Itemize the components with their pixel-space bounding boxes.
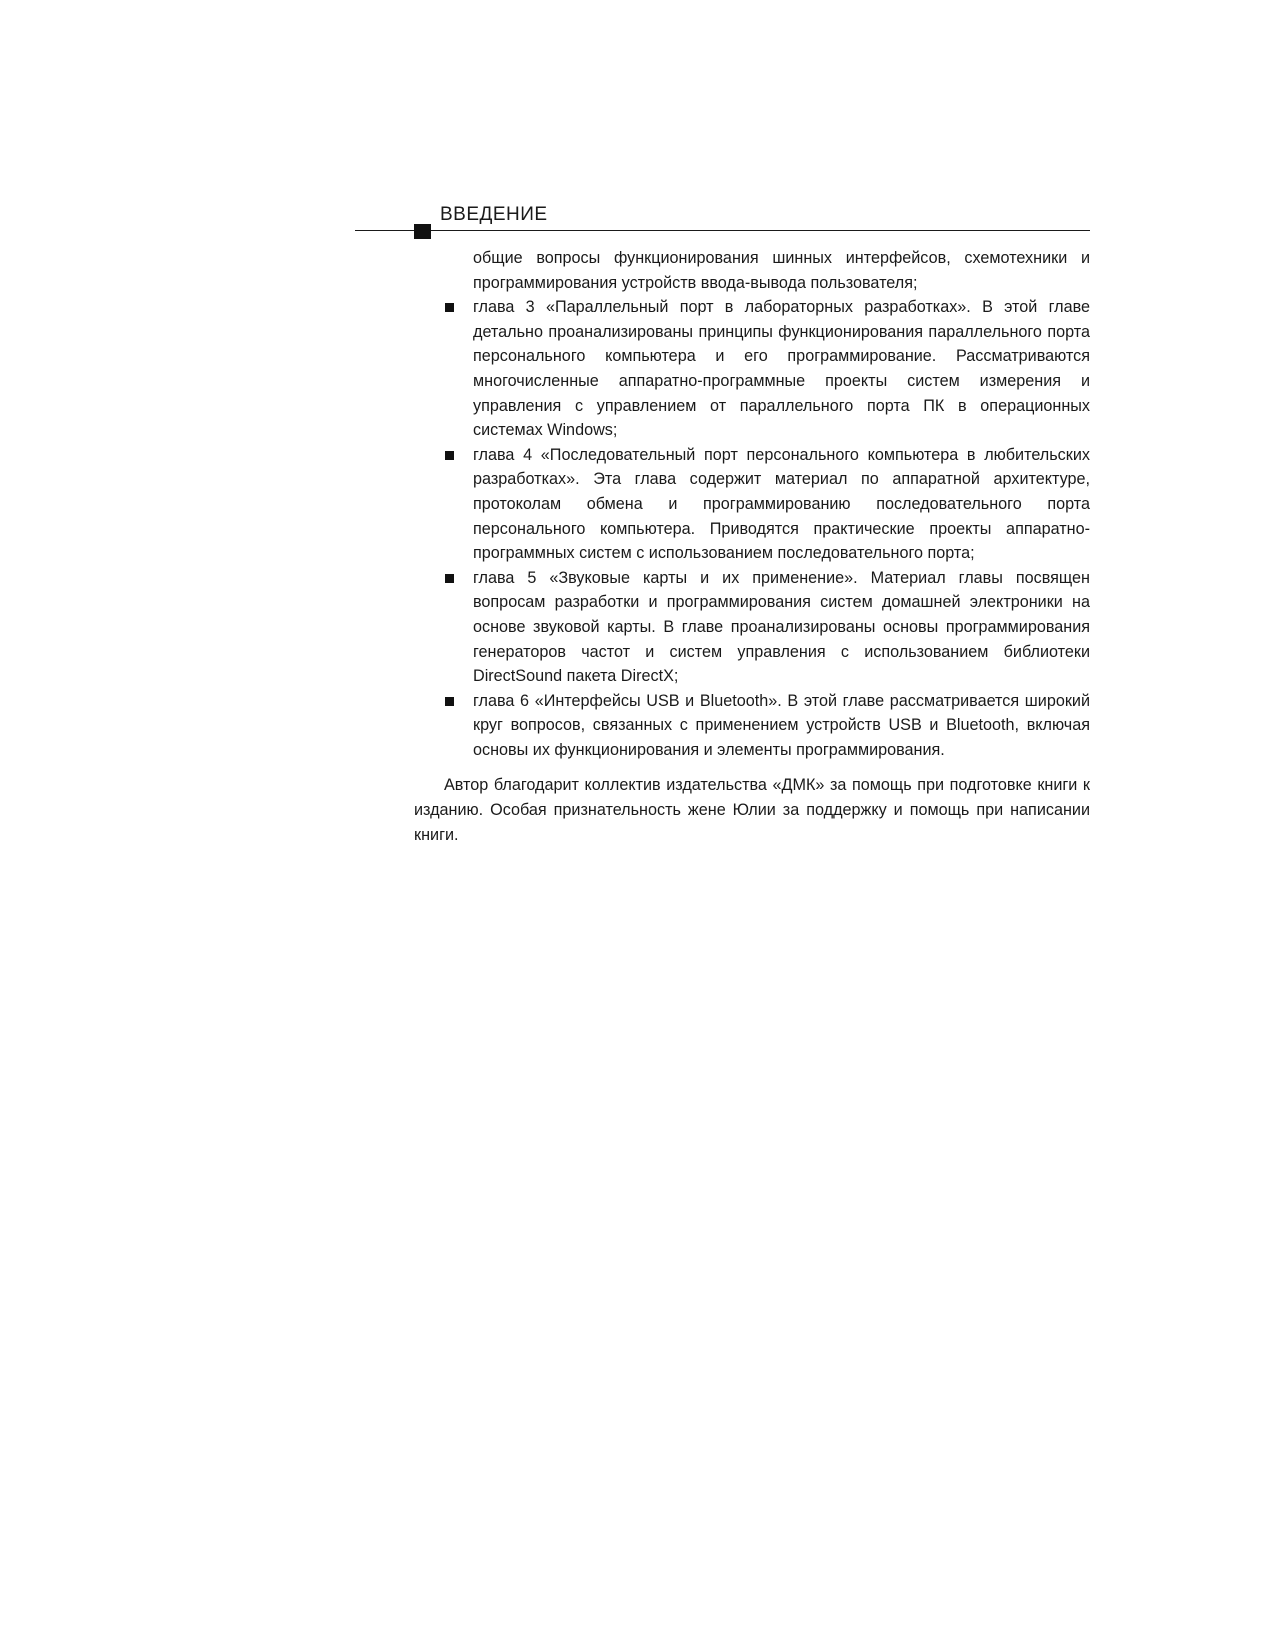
square-bullet-icon [445,303,454,312]
chapter-list [414,295,1090,762]
list-item-text: глава 6 «Интерфейсы USB и Bluetooth». В этой главе рассматривается широкий круг вопросов, связанных с применением устройств USB и Bluetooth, включая основы их функционирования и элементы программирования. [473,691,1090,759]
list-item [414,443,1090,566]
list-item-text: глава 3 «Параллельный порт в лабораторных разработках». В этой главе детально проанализированы принципы функционирования параллельного порта персонального компьютера и его программирование. Рассматриваются многочисленные аппаратно-программные проекты систем измерения и управления с управлением от параллельного порта ПК в операционных системах Windows; [473,298,1090,440]
list-item-text: глава 4 «Последовательный порт персонального компьютера в любительских разработках». Эта глава содержит материал по аппаратной архитектуре, протоколам обмена и программированию последовательного порта персонального компьютера. Приводятся практические проекты аппаратно-программных систем с использованием последовательного порта; [473,445,1090,563]
square-bullet-icon [445,451,454,460]
list-item [414,689,1090,763]
continuation-paragraph: общие вопросы функционирования шинных интерфейсов, схемотехники и программирования устройств ввода-вывода пользователя; [473,249,1090,292]
list-item [414,295,1090,443]
square-bullet-icon [445,574,454,583]
square-bullet-icon [445,697,454,706]
body-text [414,246,1090,847]
acknowledgement-paragraph: Автор благодарит коллектив издательства «ДМК» за помощь при подготовке книги к изданию. Особая признательность жене Юлии за поддержку и помощь при написании книги. [414,776,1090,844]
running-head-title: ВВЕДЕНИЕ [440,204,548,225]
header-square-marker [414,224,431,239]
header-rule [355,230,1090,231]
list-item [414,566,1090,689]
list-item-text: глава 5 «Звуковые карты и их применение». Материал главы посвящен вопросам разработки и программирования систем домашней электроники на основе звуковой карты. В главе проанализированы основы программирования генераторов частот и систем управления с использованием библиотеки DirectSound пакета DirectX; [473,568,1090,686]
